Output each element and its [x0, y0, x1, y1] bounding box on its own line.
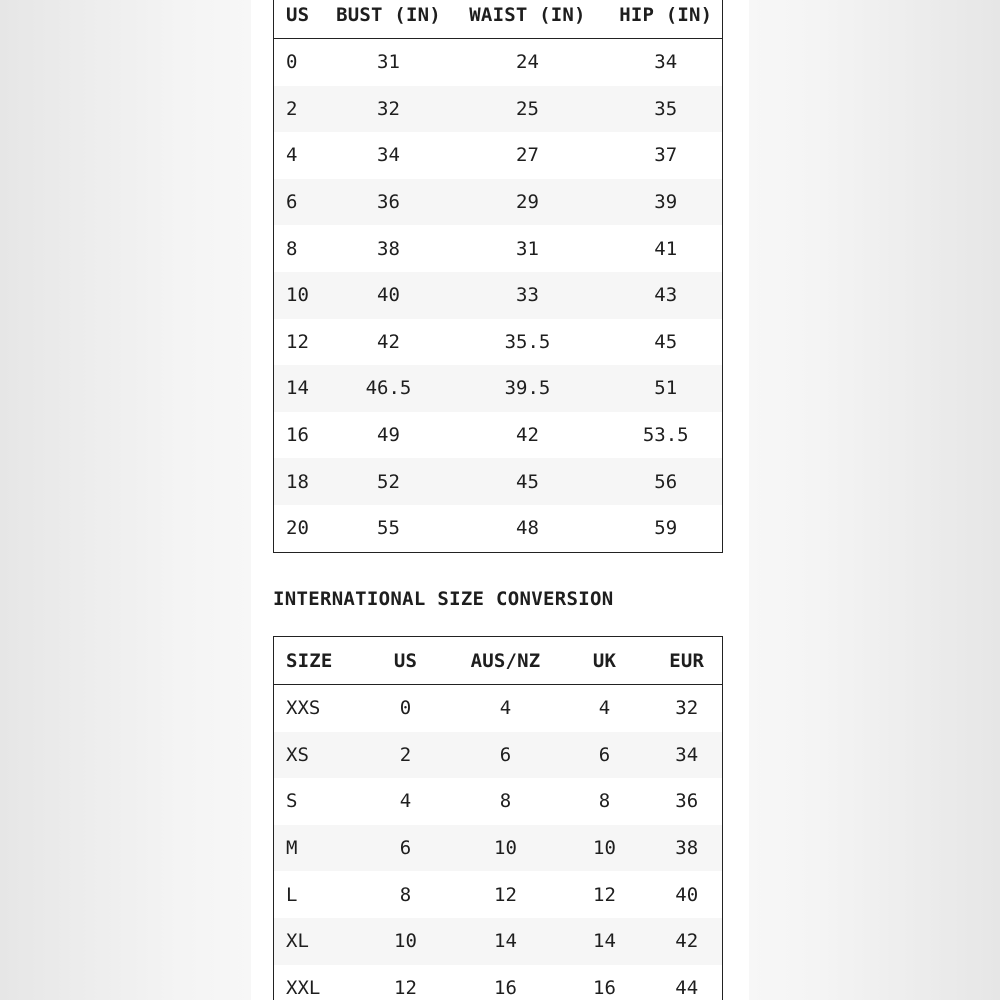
table-cell: 31	[446, 225, 610, 272]
table-cell: 4	[274, 132, 332, 179]
table-cell: 2	[274, 86, 332, 133]
table-cell: 36	[332, 179, 446, 226]
table-cell: 18	[274, 458, 332, 505]
table-cell: 34	[332, 132, 446, 179]
size-chart-row	[274, 39, 723, 86]
table-cell: 53.5	[610, 412, 723, 459]
table-cell: 20	[274, 505, 332, 552]
table-cell: 0	[358, 685, 454, 732]
table-cell: 48	[446, 505, 610, 552]
table-cell: 12	[558, 871, 652, 918]
table-cell: 27	[446, 132, 610, 179]
conversion-row	[274, 732, 723, 779]
table-cell: 38	[652, 825, 723, 872]
table-cell: 42	[332, 319, 446, 366]
table-cell: 52	[332, 458, 446, 505]
table-cell: S	[274, 778, 358, 825]
table-cell: 32	[332, 86, 446, 133]
table-cell: 34	[610, 39, 723, 86]
conversion-row	[274, 965, 723, 1000]
table-cell: 16	[274, 412, 332, 459]
table-cell: 8	[454, 778, 558, 825]
table-cell: 37	[610, 132, 723, 179]
size-chart-row	[274, 412, 723, 459]
table-cell: 49	[332, 412, 446, 459]
size-chart-table	[273, 0, 723, 553]
conversion-row	[274, 918, 723, 965]
column-header-uk: UK	[558, 637, 652, 685]
table-cell: 6	[274, 179, 332, 226]
table-cell: 14	[558, 918, 652, 965]
column-header-hip: HIP (IN)	[610, 0, 723, 39]
column-header-us: US	[274, 0, 332, 39]
size-conversion-table	[273, 636, 723, 1000]
table-cell: 59	[610, 505, 723, 552]
table-cell: 45	[610, 319, 723, 366]
table-cell: 32	[652, 685, 723, 732]
table-cell: 31	[332, 39, 446, 86]
size-guide-page[interactable]	[251, 0, 749, 1000]
table-cell: 40	[332, 272, 446, 319]
table-cell: 8	[558, 778, 652, 825]
table-cell: 10	[558, 825, 652, 872]
table-cell: XXL	[274, 965, 358, 1000]
table-cell: 41	[610, 225, 723, 272]
table-cell: 42	[446, 412, 610, 459]
table-cell: 38	[332, 225, 446, 272]
table-cell: 4	[454, 685, 558, 732]
section-title-international-conversion: INTERNATIONAL SIZE CONVERSION	[273, 588, 614, 610]
size-chart-body	[274, 39, 723, 553]
size-chart-row	[274, 272, 723, 319]
table-cell: 39.5	[446, 365, 610, 412]
table-cell: 35.5	[446, 319, 610, 366]
table-cell: 4	[358, 778, 454, 825]
table-cell: 8	[358, 871, 454, 918]
table-cell: 14	[454, 918, 558, 965]
table-cell: 43	[610, 272, 723, 319]
table-cell: 46.5	[332, 365, 446, 412]
table-cell: XL	[274, 918, 358, 965]
conversion-row	[274, 871, 723, 918]
column-header-bust: BUST (IN)	[332, 0, 446, 39]
table-cell: XXS	[274, 685, 358, 732]
column-header-aus-nz: AUS/NZ	[454, 637, 558, 685]
table-cell: M	[274, 825, 358, 872]
table-cell: XS	[274, 732, 358, 779]
table-cell: 10	[358, 918, 454, 965]
table-cell: 45	[446, 458, 610, 505]
table-cell: 8	[274, 225, 332, 272]
table-cell: 44	[652, 965, 723, 1000]
table-cell: 6	[454, 732, 558, 779]
table-cell: 14	[274, 365, 332, 412]
table-cell: 16	[558, 965, 652, 1000]
table-cell: 10	[274, 272, 332, 319]
table-cell: 33	[446, 272, 610, 319]
table-cell: 40	[652, 871, 723, 918]
table-cell: 10	[454, 825, 558, 872]
conversion-row	[274, 685, 723, 732]
table-cell: 51	[610, 365, 723, 412]
conversion-row	[274, 825, 723, 872]
conversion-table-body	[274, 685, 723, 1000]
size-chart-row	[274, 132, 723, 179]
table-cell: 16	[454, 965, 558, 1000]
size-chart-row	[274, 365, 723, 412]
conversion-header-row	[274, 637, 723, 685]
size-chart-header-row	[274, 0, 723, 39]
conversion-row	[274, 778, 723, 825]
size-chart-row	[274, 505, 723, 552]
size-chart-row	[274, 319, 723, 366]
size-chart-row	[274, 179, 723, 226]
table-cell: 29	[446, 179, 610, 226]
table-cell: 4	[558, 685, 652, 732]
table-cell: 0	[274, 39, 332, 86]
column-header-size: SIZE	[274, 637, 358, 685]
table-cell: 12	[454, 871, 558, 918]
table-cell: 55	[332, 505, 446, 552]
column-header-us: US	[358, 637, 454, 685]
size-chart-row	[274, 86, 723, 133]
table-cell: 12	[274, 319, 332, 366]
table-cell: 56	[610, 458, 723, 505]
table-cell: 25	[446, 86, 610, 133]
table-cell: 24	[446, 39, 610, 86]
table-cell: 34	[652, 732, 723, 779]
table-cell: 35	[610, 86, 723, 133]
size-chart-row	[274, 225, 723, 272]
table-cell: 2	[358, 732, 454, 779]
table-cell: 12	[358, 965, 454, 1000]
column-header-waist: WAIST (IN)	[446, 0, 610, 39]
table-cell: L	[274, 871, 358, 918]
table-cell: 42	[652, 918, 723, 965]
table-cell: 39	[610, 179, 723, 226]
table-cell: 6	[558, 732, 652, 779]
size-chart-row	[274, 458, 723, 505]
table-cell: 36	[652, 778, 723, 825]
column-header-eur: EUR	[652, 637, 723, 685]
table-cell: 6	[358, 825, 454, 872]
